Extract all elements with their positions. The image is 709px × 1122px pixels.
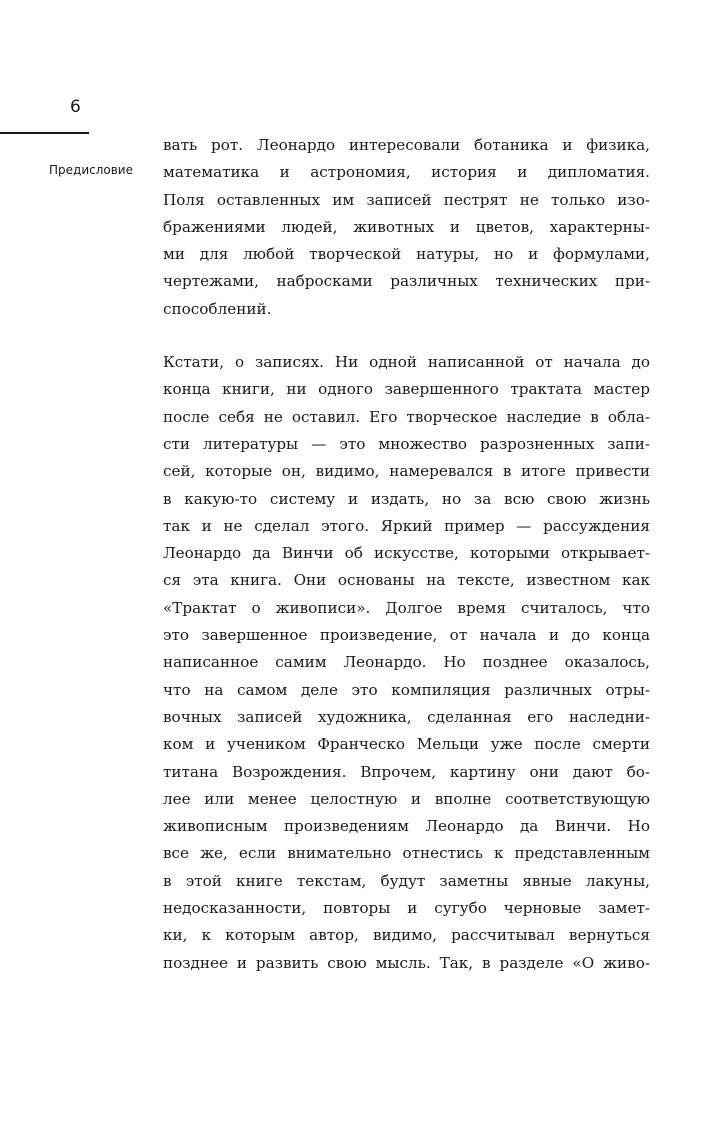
body-text — [163, 132, 650, 977]
text-line: написанное самим Леонардо. Но позднее оказалось, — [163, 653, 650, 672]
paragraph-1 — [163, 132, 650, 323]
text-line: недосказанности, повторы и сугубо черновые замет- — [163, 899, 650, 918]
text-line: вочных записей художника, сделанная его наследни- — [163, 707, 650, 726]
text-line: математика и астрономия, история и дипломатия. — [163, 163, 650, 182]
text-line: бражениями людей, животных и цветов, характерны- — [163, 217, 650, 236]
text-line: способлений. — [163, 299, 272, 318]
paragraph-2 — [163, 349, 650, 977]
text-line: что на самом деле это компиляция различных отры- — [163, 680, 650, 699]
text-line: вать рот. Леонардо интересовали ботаника и физика, — [163, 136, 650, 154]
text-line: Леонардо да Винчи об искусстве, которыми открывает- — [163, 544, 650, 563]
text-line: в какую-то систему и издать, но за всю свою жизнь — [163, 489, 650, 508]
text-line: чертежами, набросками различных технических при- — [163, 272, 650, 291]
text-line: ся эта книга. Они основаны на тексте, известном как — [163, 571, 650, 590]
text-line: Кстати, о записях. Ни одной написанной от начала до — [163, 353, 650, 372]
text-line: сей, которые он, видимо, намеревался в итоге привести — [163, 462, 650, 481]
text-line: в этой книге текстам, будут заметны явные лакуны, — [163, 871, 650, 890]
text-line: титана Возрождения. Впрочем, картину они дают бо- — [163, 762, 650, 781]
text-line: сти литературы — это множество разрозненных запи- — [163, 434, 650, 453]
page-number: 6 — [70, 97, 81, 117]
text-line: лее или менее целостную и вполне соответствующую — [163, 789, 650, 808]
text-line: живописным произведениям Леонардо да Винчи. Но — [163, 817, 650, 836]
text-line: конца книги, ни одного завершенного трактата мастер — [163, 380, 650, 399]
text-line: ком и учеником Франческо Мельци уже после смерти — [163, 735, 650, 754]
paragraph-gap — [163, 323, 650, 349]
text-line: Поля оставленных им записей пестрят не только изо- — [163, 190, 650, 209]
text-line: ки, к которым автор, видимо, рассчитывал вернуться — [163, 926, 650, 945]
running-head: Предисловие — [49, 163, 133, 177]
header-rule — [0, 132, 89, 134]
text-line: это завершенное произведение, от начала и до конца — [163, 626, 650, 645]
text-line: ми для любой творческой натуры, но и формулами, — [163, 245, 650, 264]
text-line: позднее и развить свою мысль. Так, в разделе «О живо- — [163, 953, 650, 972]
text-line: так и не сделал этого. Яркий пример — рассуждения — [163, 516, 650, 535]
text-line: «Трактат о живописи». Долгое время считалось, что — [163, 598, 650, 617]
text-line: все же, если внимательно отнестись к представленным — [163, 844, 650, 863]
text-line: после себя не оставил. Его творческое наследие в обла- — [163, 407, 650, 426]
